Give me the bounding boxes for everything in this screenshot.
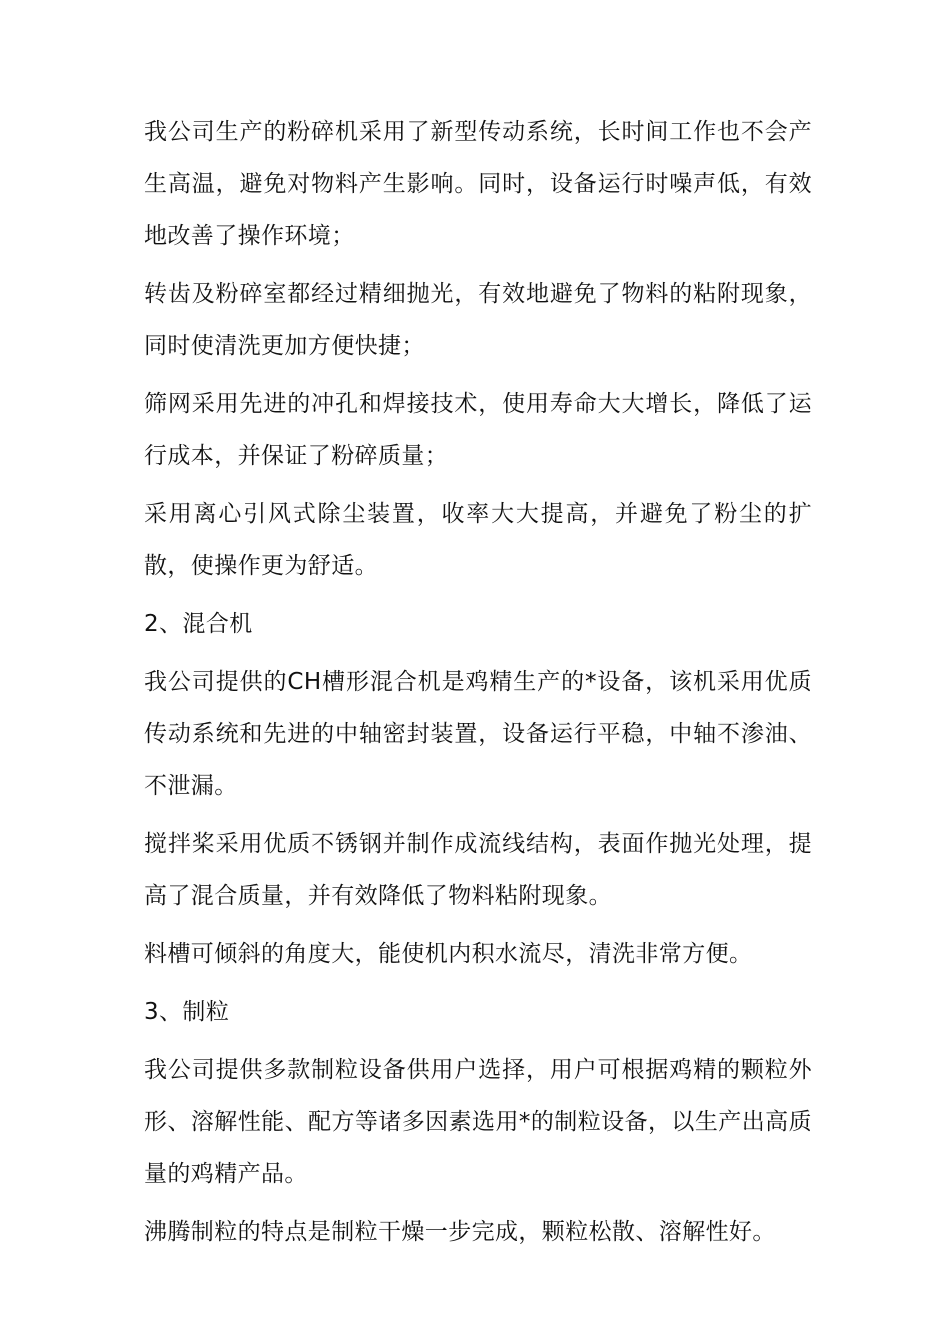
paragraph-mixer-paddle: 搅拌桨采用优质不锈钢并制作成流线结构，表面作抛光处理，提高了混合质量，并有效降低了物料粘附现象。 bbox=[144, 831, 812, 909]
paragraph-mixer-tilt: 料槽可倾斜的角度大，能使机内积水流尽，清洗非常方便。 bbox=[144, 941, 753, 967]
paragraph-crusher-screen: 筛网采用先进的冲孔和焊接技术，使用寿命大大增长，降低了运行成本，并保证了粉碎质量； bbox=[144, 391, 812, 469]
paragraph-crusher-dust: 采用离心引风式除尘装置，收率大大提高，并避免了粉尘的扩散，使操作更为舒适。 bbox=[144, 501, 812, 579]
paragraph-mixer-intro: 我公司提供的CH槽形混合机是鸡精生产的*设备，该机采用优质传动系统和先进的中轴密封装置，设备运行平稳，中轴不渗油、不泄漏。 bbox=[144, 669, 812, 799]
paragraph-crusher-polish: 转齿及粉碎室都经过精细抛光，有效地避免了物料的粘附现象，同时使清洗更加方便快捷； bbox=[144, 281, 812, 359]
section-heading-granulation: 3、制粒 bbox=[144, 999, 230, 1025]
document-body bbox=[144, 106, 812, 1264]
paragraph-granulation-intro: 我公司提供多款制粒设备供用户选择，用户可根据鸡精的颗粒外形、溶解性能、配方等诸多因素选用*的制粒设备，以生产出高质量的鸡精产品。 bbox=[144, 1057, 812, 1187]
paragraph-crusher-transmission: 我公司生产的粉碎机采用了新型传动系统，长时间工作也不会产生高温，避免对物料产生影响。同时，设备运行时噪声低，有效地改善了操作环境； bbox=[144, 119, 812, 249]
paragraph-granulation-fluid-bed: 沸腾制粒的特点是制粒干燥一步完成，颗粒松散、溶解性好。 bbox=[144, 1219, 776, 1245]
section-heading-mixer: 2、混合机 bbox=[144, 611, 253, 637]
